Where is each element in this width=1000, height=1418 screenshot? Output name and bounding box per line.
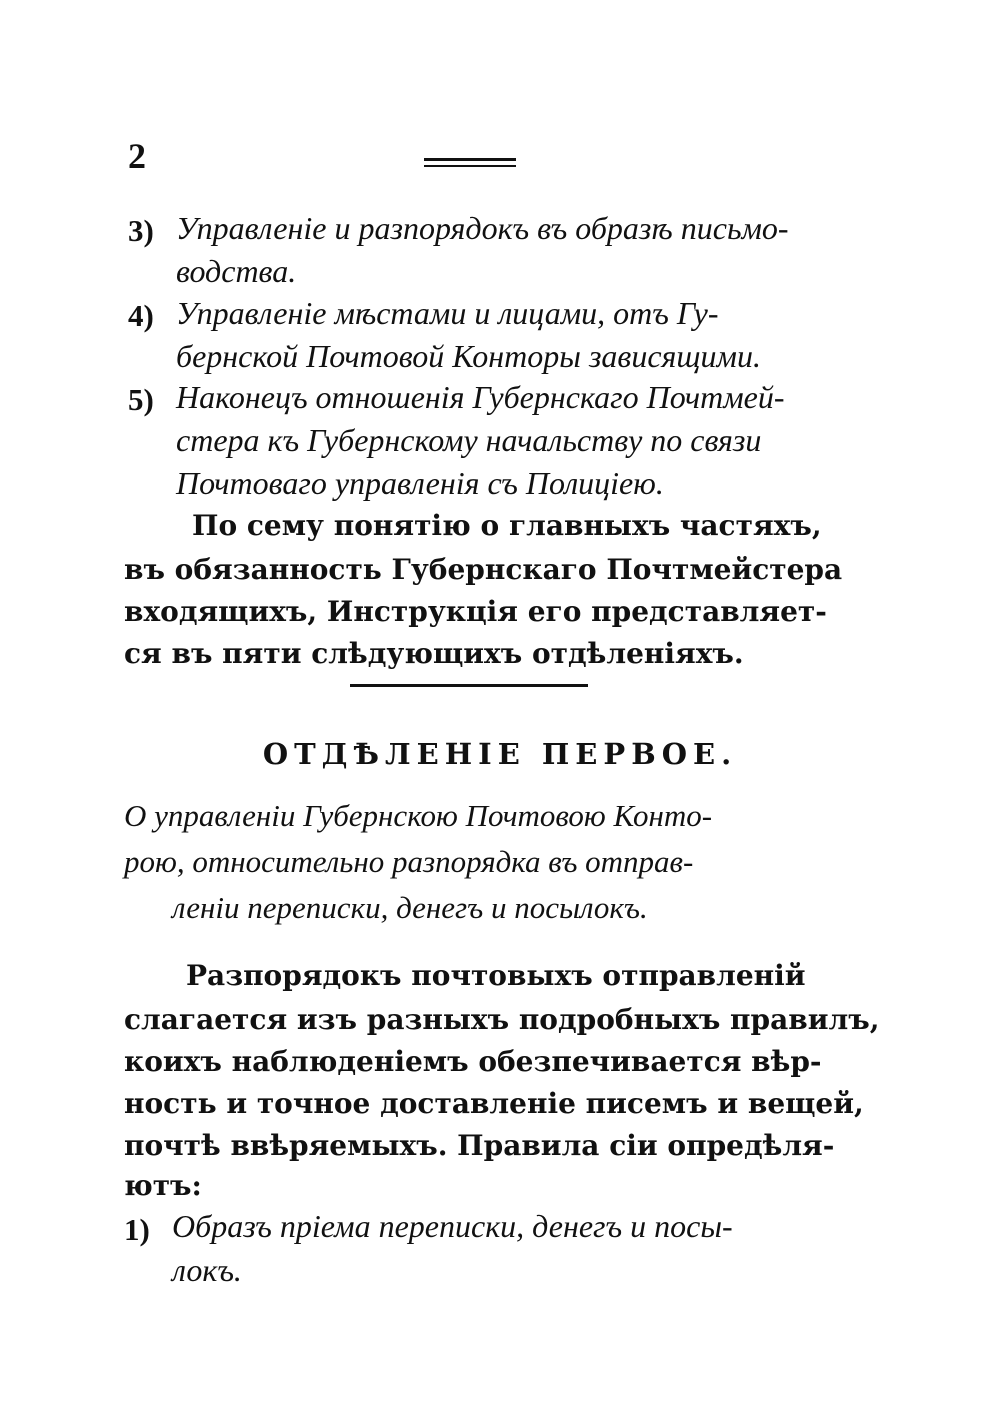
header-rule-thick: [424, 158, 516, 161]
paragraph-1-line-1: По сему понятію о главныхъ частяхъ,: [192, 509, 822, 542]
section-title: ОТДѢЛЕНІЕ ПЕРВОЕ.: [262, 737, 738, 771]
section-subtitle-line-2: рою, относительно разпорядка въ отправ-: [124, 844, 694, 879]
list-item-5-line-2: стера къ Губернскому начальству по связи: [176, 422, 762, 458]
list-item-3-line-1: Управленіе и разпорядокъ въ образѣ письмо-: [176, 210, 789, 246]
list-item-3-line-2: водства.: [176, 253, 297, 289]
list-item-5-line-3: Почтоваго управленія съ Полиціею.: [176, 465, 664, 501]
paragraph-1-line-4: ся въ пяти слѣдующихъ отдѣленіяхъ.: [124, 637, 744, 670]
list-item-4-line-1: Управленіе мѣстами и лицами, отъ Гу-: [176, 295, 719, 331]
list-marker-3: 3): [128, 213, 154, 248]
list-item-4-line-2: бернской Почтовой Конторы зависящими.: [176, 338, 761, 374]
list-marker-1: 1): [124, 1212, 150, 1247]
header-rule-thin: [424, 165, 516, 167]
section-subtitle-line-3: леніи переписки, денегъ и посылокъ.: [172, 890, 648, 925]
list-marker-5: 5): [128, 382, 154, 417]
paragraph-1-line-3: входящихъ, Инструкція его представляет-: [124, 595, 827, 628]
list-item-1-line-1: Образъ пріема переписки, денегъ и посы-: [172, 1208, 733, 1244]
section-subtitle-line-1: О управленіи Губернскою Почтовою Конто-: [124, 798, 713, 833]
list-item-5-line-1: Наконецъ отношенія Губернскаго Почтмей-: [176, 379, 785, 415]
paragraph-1-line-2: въ обязанность Губернскаго Почтмейстера: [124, 553, 843, 586]
paragraph-2-line-2: слагается изъ разныхъ подробныхъ правилъ,: [124, 1003, 880, 1036]
paragraph-2-line-6: ютъ:: [124, 1169, 202, 1202]
list-item-1-line-2: локъ.: [172, 1252, 242, 1288]
paragraph-2-line-1: Разпорядокъ почтовыхъ отправленій: [186, 959, 806, 992]
page-number: 2: [128, 136, 146, 176]
section-divider: [350, 684, 588, 687]
header-ornament-rule: [424, 158, 516, 171]
list-marker-4: 4): [128, 298, 154, 333]
paragraph-2-line-3: коихъ наблюденіемъ обезпечивается вѣр-: [124, 1045, 822, 1078]
paragraph-2-line-4: ность и точное доставленіе писемъ и вещей,: [124, 1087, 864, 1120]
paragraph-2-line-5: почтѣ ввѣряемыхъ. Правила сіи опредѣля-: [124, 1129, 835, 1162]
